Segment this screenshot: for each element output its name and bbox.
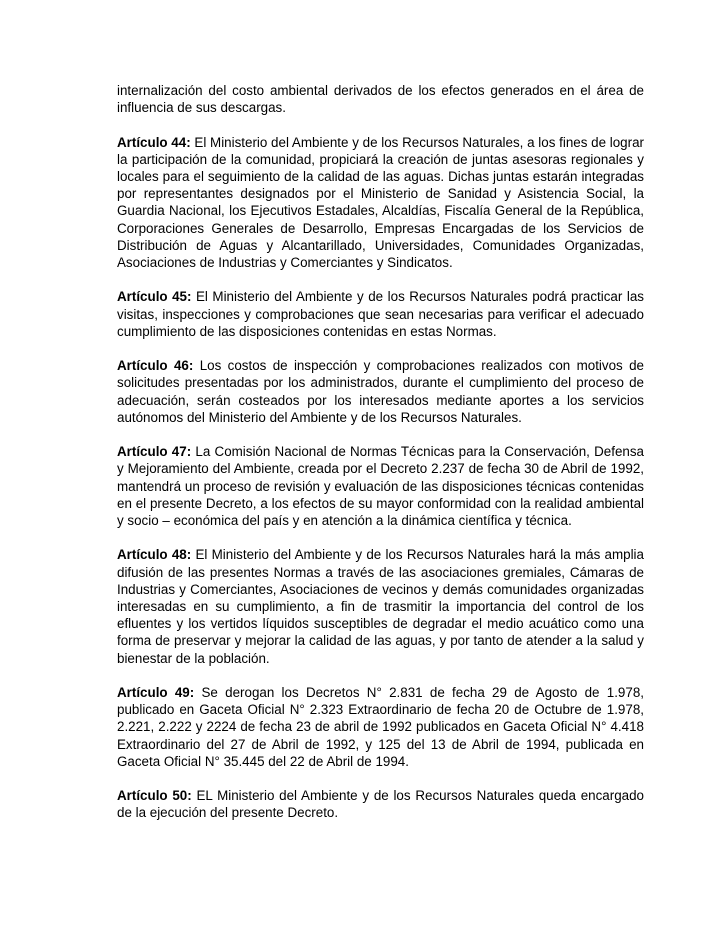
article-text: El Ministerio del Ambiente y de los Recursos Naturales podrá practicar las visitas, inspecciones y comprobaciones que sean necesarias para verificar el adecuado cumplimiento de las disposiciones contenidas en estas Normas. bbox=[117, 289, 644, 339]
article-44 bbox=[117, 134, 644, 272]
article-text: EL Ministerio del Ambiente y de los Recursos Naturales queda encargado de la ejecución del presente Decreto. bbox=[117, 788, 644, 821]
article-label: Artículo 50: bbox=[117, 788, 192, 804]
article-label: Artículo 49: bbox=[117, 685, 195, 701]
article-text: El Ministerio del Ambiente y de los Recursos Naturales, a los fines de lograr la participación de la comunidad, propiciará la creación de juntas asesoras regionales y locales para el seguimiento de la calidad de las aguas. Dichas juntas estarán integradas por representantes designados por el Ministerio de Sanidad y Asistencia Social, la Guardia Nacional, los Ejecutivos Estadales, Alcaldías, Fiscalía General de la República, Corporaciones Generales de Desarrollo, Empresas Encargadas de los Servicios de Distribución de Aguas y Alcantarillado, Universidades, Comunidades Organizadas, Asociaciones de Industrias y Comerciantes y Sindicatos. bbox=[117, 134, 644, 271]
article-label: Artículo 46: bbox=[117, 358, 194, 374]
article-50 bbox=[117, 787, 644, 821]
article-47 bbox=[117, 443, 644, 529]
paragraph-text: internalización del costo ambiental derivados de los efectos generados en el área de influencia de sus descargas. bbox=[117, 83, 644, 116]
document-page bbox=[117, 82, 644, 839]
article-label: Artículo 45: bbox=[117, 289, 192, 305]
article-46 bbox=[117, 357, 644, 426]
article-text: Los costos de inspección y comprobaciones realizados con motivos de solicitudes presentadas por los administrados, durante el cumplimiento del proceso de adecuación, serán costeados por los interesados mediante aportes a los servicios autónomos del Ministerio del Ambiente y de los Recursos Naturales. bbox=[117, 358, 644, 425]
article-48 bbox=[117, 546, 644, 666]
article-text: La Comisión Nacional de Normas Técnicas para la Conservación, Defensa y Mejoramiento del Ambiente, creada por el Decreto 2.237 de fecha 30 de Abril de 1992, mantendrá un proceso de revisión y evaluación de las disposiciones técnicas contenidas en el presente Decreto, a los efectos de su mayor conformidad con la realidad ambiental y socio – económica del país y en atención a la dinámica científica y técnica. bbox=[117, 444, 644, 529]
article-text: El Ministerio del Ambiente y de los Recursos Naturales hará la más amplia difusión de las presentes Normas a través de las asociaciones gremiales, Cámaras de Industrias y Comerciantes, Asociaciones de vecinos y demás comunidades organizadas interesadas en su cumplimiento, a fin de trasmitir la importancia del control de los efluentes y los vertidos líquidos susceptibles de degradar el medio acuático como una forma de preservar y mejorar la calidad de las aguas, y por tanto de atender a la salud y bienestar de la población. bbox=[117, 547, 644, 666]
paragraph-continuation bbox=[117, 82, 644, 116]
article-label: Artículo 48: bbox=[117, 547, 192, 563]
article-label: Artículo 47: bbox=[117, 444, 192, 460]
article-45 bbox=[117, 288, 644, 340]
article-49 bbox=[117, 684, 644, 770]
article-label: Artículo 44: bbox=[117, 134, 191, 150]
article-text: Se derogan los Decretos N° 2.831 de fecha 29 de Agosto de 1.978, publicado en Gaceta Oficial N° 2.323 Extraordinario de fecha 20 de Octubre de 1.978, 2.221, 2.222 y 2224 de fecha 23 de abril de 1992 publicados en Gaceta Oficial N° 4.418 Extraordinario del 27 de Abril de 1992, y 125 del 13 de Abril de 1994, publicada en Gaceta Oficial N° 35.445 del 22 de Abril de 1994. bbox=[117, 685, 644, 769]
